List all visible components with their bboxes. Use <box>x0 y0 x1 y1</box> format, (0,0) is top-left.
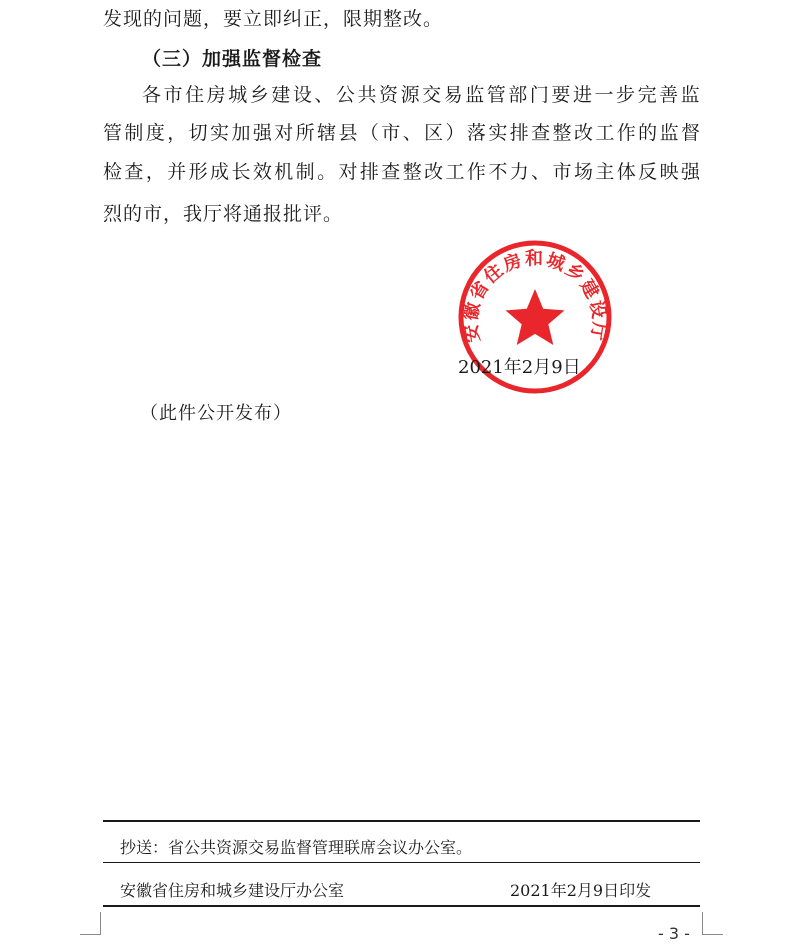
footer-rule-top <box>103 820 700 822</box>
issuer-office: 安徽省住房和城乡建设厅办公室 <box>120 881 345 900</box>
page-number: - 3 - <box>658 924 690 943</box>
cc-line: 抄送：省公共资源交易监督管理联席会议办公室。 <box>120 838 473 857</box>
footer-rule-middle <box>103 862 700 863</box>
seal-text: 安徽省住房和城乡建设厅 <box>460 248 610 344</box>
paragraph-line-4: 烈的市，我厅将通报批评。 <box>103 203 344 225</box>
section-heading: （三）加强监督检查 <box>142 48 323 70</box>
issue-date: 2021年2月9日印发 <box>510 881 652 900</box>
paragraph-line-3: 检 查 ， 并 形 成 长 效 机 制 。 对 排 查 整 改 工 作 不 力 、 市 场 主 体 反 映 强 <box>103 161 700 183</box>
paragraph-line-1: 各 市 住 房 城 乡 建 设 、 公 共 资 源 交 易 监 管 部 门 要 进 一 步 完 善 监 <box>142 84 700 106</box>
publication-note: （此件公开发布） <box>140 403 292 424</box>
footer-rule-bottom <box>103 905 700 907</box>
paragraph-line-2: 管 制 度 ， 切 实 加 强 对 所 辖 县 （ 市 、 区 ） 落 实 排 查 整 改 工 作 的 监 督 <box>103 122 700 144</box>
corner-mark-right <box>702 912 723 935</box>
body-line-1: 发现的问题，要立即纠正，限期整改。 <box>103 8 444 30</box>
signature-date: 2021年2月9日 <box>458 357 581 378</box>
corner-mark-left <box>80 912 101 935</box>
seal-star-icon <box>506 289 565 345</box>
